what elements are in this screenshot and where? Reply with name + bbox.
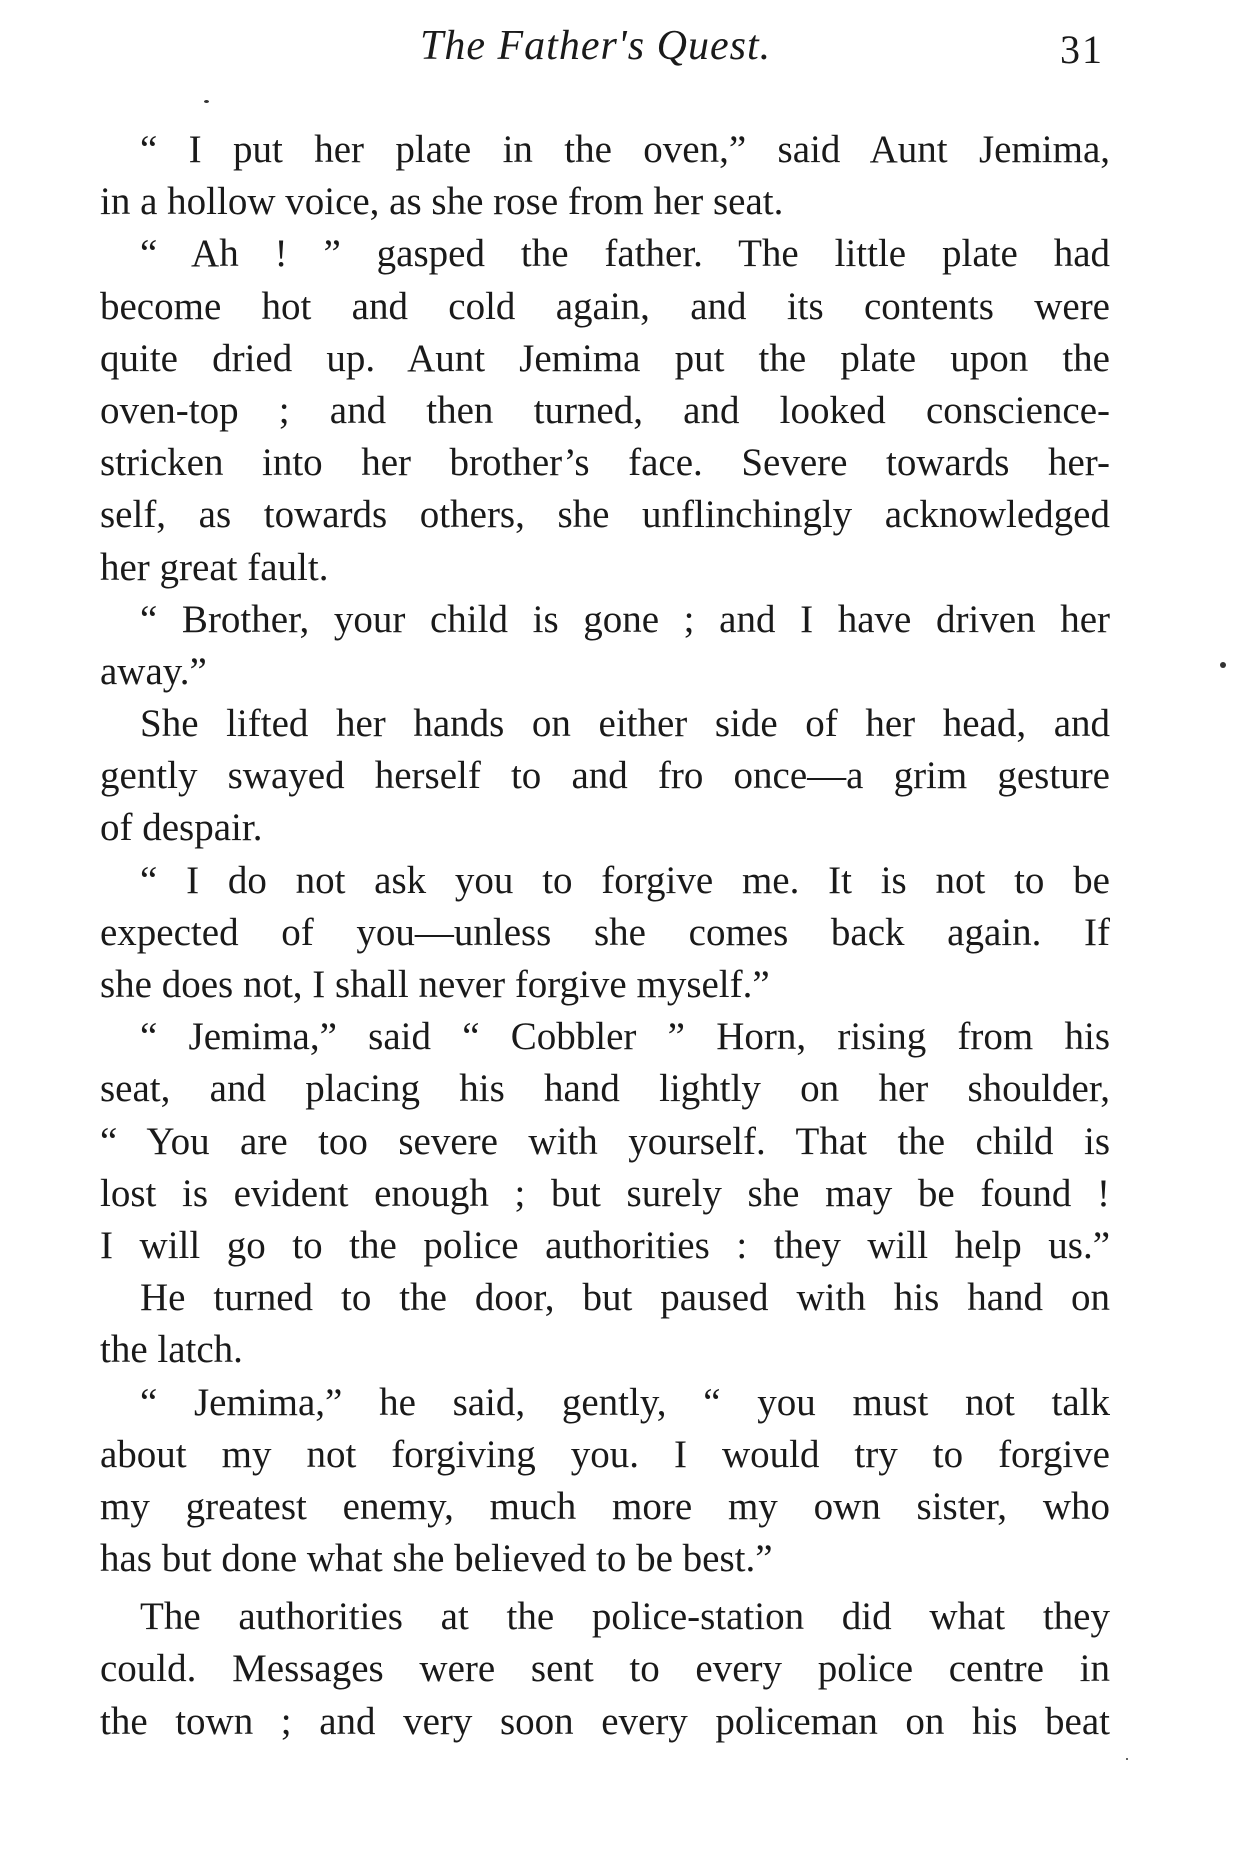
text-line: stricken into her brother’s face. Severe towards her- — [100, 441, 1110, 485]
text-line: The authorities at the police-station did what they — [140, 1595, 1110, 1639]
body-text — [100, 124, 1110, 1748]
text-line: self, as towards others, she unflinchingly acknowledged — [100, 493, 1110, 537]
running-title: The Father's Quest. — [420, 23, 772, 69]
text-line: expected of you—unless she comes back again. If — [100, 910, 1110, 954]
text-line: “ Ah ! ” gasped the father. The little plate had — [140, 232, 1110, 276]
text-line: in a hollow voice, as she rose from her seat. — [100, 180, 784, 224]
print-speck — [1220, 662, 1226, 668]
text-line: I will go to the police authorities : they will help us.” — [100, 1223, 1110, 1267]
text-line: “ Jemima,” he said, gently, “ you must not talk — [140, 1380, 1110, 1424]
text-line: “ I do not ask you to forgive me. It is not to be — [140, 858, 1110, 902]
text-line: she does not, I shall never forgive myself.” — [100, 963, 770, 1006]
text-line: my greatest enemy, much more my own sister, who — [100, 1484, 1110, 1528]
text-line: He turned to the door, but paused with his hand on — [140, 1276, 1110, 1320]
text-line: “ Jemima,” said “ Cobbler ” Horn, rising from his — [140, 1015, 1110, 1059]
text-line: “ You are too severe with yourself. That the child is — [100, 1119, 1110, 1163]
text-line: about my not forgiving you. I would try to forgive — [100, 1432, 1110, 1476]
text-line: seat, and placing his hand lightly on her shoulder, — [100, 1067, 1110, 1111]
print-speck — [1126, 1758, 1128, 1760]
text-line: She lifted her hands on either side of her head, and — [140, 702, 1110, 746]
page-number: 31 — [1060, 27, 1104, 72]
text-line: gently swayed herself to and fro once—a grim gesture — [100, 754, 1110, 798]
print-speck — [204, 100, 209, 103]
text-line: could. Messages were sent to every police centre in — [100, 1647, 1110, 1691]
running-head — [0, 22, 1242, 82]
text-line: the town ; and very soon every policeman on his beat — [100, 1699, 1110, 1743]
text-line: away.” — [100, 649, 207, 693]
text-line: lost is evident enough ; but surely she may be found ! — [100, 1171, 1110, 1215]
text-line: “ I put her plate in the oven,” said Aunt Jemima, — [140, 128, 1110, 171]
text-line: quite dried up. Aunt Jemima put the plate upon the — [100, 336, 1110, 380]
text-line: “ Brother, your child is gone ; and I have driven her — [140, 597, 1110, 641]
text-line: oven-top ; and then turned, and looked conscience- — [100, 388, 1110, 432]
text-line: of despair. — [100, 806, 263, 850]
text-line: become hot and cold again, and its contents were — [100, 284, 1110, 328]
text-line: her great fault. — [100, 545, 329, 589]
text-line: has but done what she believed to be best.” — [100, 1537, 773, 1581]
text-line: the latch. — [100, 1328, 243, 1372]
